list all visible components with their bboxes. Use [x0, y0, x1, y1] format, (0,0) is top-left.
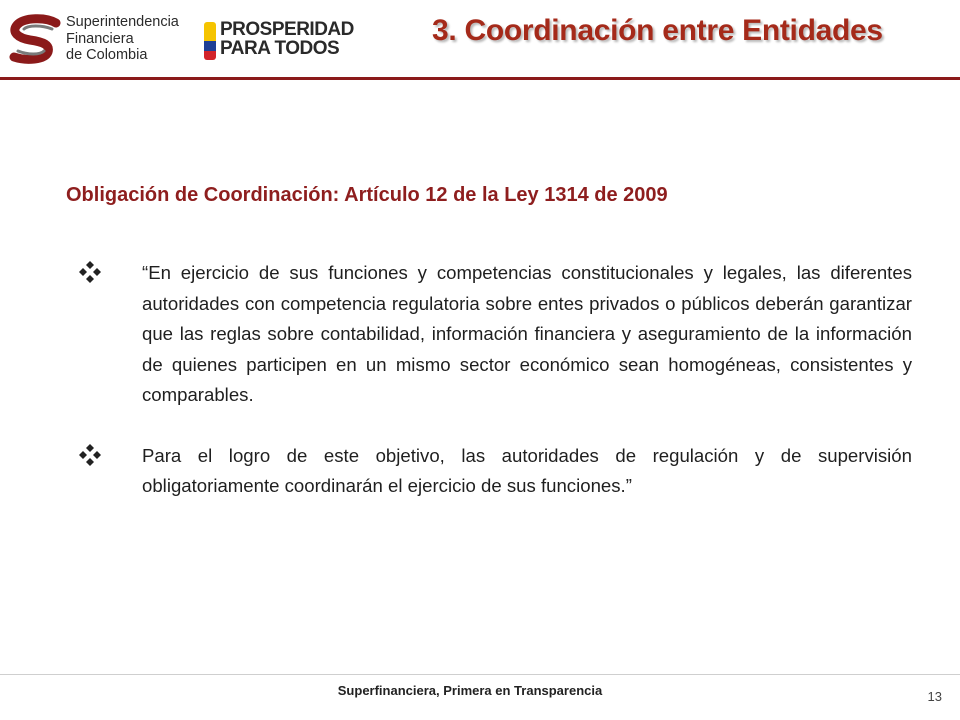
list-item	[78, 258, 912, 411]
prosperidad-logo-text	[220, 20, 354, 58]
footer-divider	[0, 674, 960, 675]
colombia-flag-icon	[204, 22, 216, 60]
logo-line: Financiera	[66, 30, 134, 47]
slide-header	[0, 0, 960, 78]
prosperidad-para-todos-logo	[204, 20, 354, 64]
section-heading: Obligación de Coordinación: Artículo 12 de la Ley 1314 de 2009	[66, 184, 668, 206]
bullet-text: Para el logro de este objetivo, las autoridades de regulación y de supervisión obligatoriamente coordinarán el ejercicio de sus funciones.”	[142, 444, 912, 496]
header-divider	[0, 77, 960, 80]
list-item	[78, 441, 912, 502]
superfinanciera-logo	[8, 12, 198, 70]
logo-line: PARA TODOS	[220, 38, 340, 59]
bullet-list	[78, 258, 912, 532]
logo-line: PROSPERIDAD	[220, 19, 354, 40]
slide-title: 3. Coordinación entre Entidades	[432, 14, 883, 47]
logo-line: de Colombia	[66, 47, 148, 63]
logo-line: Superintendencia	[66, 14, 179, 30]
footer-tagline: Superfinanciera, Primera en Transparencia	[337, 683, 603, 698]
page-number: 13	[927, 689, 942, 704]
superfinanciera-logo-text	[66, 14, 179, 64]
diamond-bullet-icon	[78, 443, 102, 467]
bullet-text: “En ejercicio de sus funciones y competencias constitucionales y legales, las diferentes autoridades con competencia regulatoria sobre entes privados o públicos deberán garantizar que las reglas sobre contabilidad, información financiera y aseguramiento de la información de quienes participen en un mismo sector económico sean homogéneas, consistentes y comparables.	[142, 262, 912, 405]
diamond-bullet-icon	[78, 260, 102, 284]
superfinanciera-emblem-icon	[8, 14, 62, 66]
